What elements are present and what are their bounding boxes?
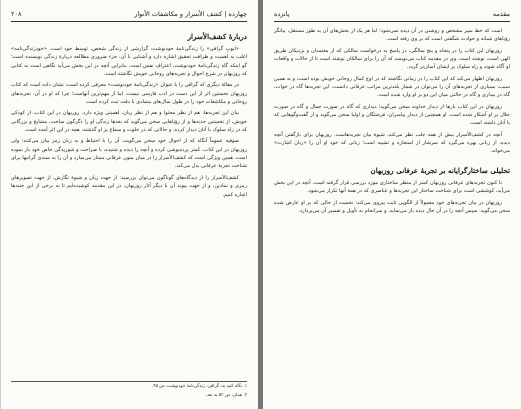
left-footnote-1: ۱. نگاه کنید به: گرافی، زندگی‌نامهٔ خودنوشت، ص ۴۵. [151, 383, 247, 389]
left-footnote-2: ۲. همان، ص ۵۲ به بعد. [205, 393, 247, 399]
right-paragraph-3: روزبهان اظهار می‌کند که این کتاب را در زمانی نگاشته که در اوج کمال روحانی خویش بوده است، و به همین سبب، بسیاری از تجربه‌های آن را می‌توان در شمار بلندترین مراتب عرفانی دانست. این تجربه‌ها گاه در خواب، گاه در بیداری و گاه در حالتی میان این دو بر او وارد شده است. [274, 75, 510, 99]
right-paragraph-6: تا کنون تجربه‌های عرفانی روزبهان کمتر از منظر ساختاری مورد بررسی قرار گرفته است. آنچه در این بخش می‌آید، کوششی است برای شناخت ساختار این تجربه‌ها و عناصری که در همهٔ آنها تکرار می‌شود. [274, 179, 510, 195]
left-paragraph-3: بیان این تجربه‌ها، هم از نظر محتوا و هم از نظر زبان، اهمیتی ویژه دارد. روزبهان در این کتاب، از کودکی خویش، از نخستین جذبه‌ها و از رؤیاهایی سخن می‌گوید که بعدها زندگی او را دگرگون ساخت. مشایخ و بزرگانی که در راه سلوک با آنان دیدار کرده، و حالاتی که در خلوت و سماع بر او گذشته، همه در این اثر آمده است. [11, 110, 247, 134]
right-page-header [274, 9, 510, 19]
left-section-title: دربارهٔ کشف‌الأسرار [187, 32, 247, 41]
right-paragraph-4: روزبهان در این کتاب بارها از دیدار خداوند سخن می‌گوید؛ دیداری که گاه در صورت جمال و گاه در صورت جلال بر او آشکار شده است. او همچنین از دیدار پیامبران، فرشتگان و اولیا سخن می‌گوید و از گفت‌وگوهایی که با آنان داشته است. [274, 103, 510, 127]
left-paragraph-2: در مقالهٔ دیگری که گرافی را با عنوان «زندگی‌نامهٔ خودنوشت» معرفی کرده است، نشان داده است که کتاب روزبهان نخستین اثر از این دست در ادب فارسی نیست، اما از مهم‌ترین آنهاست؛ چرا که او در آن، تجربه‌های روحانی و مکاشفات خود را در طول سال‌های متمادی با دقت ثبت کرده است. [11, 82, 247, 106]
right-section-title: تحلیلی ساختارگرایانه بر تجربهٔ عرفانی روزبهان [370, 165, 510, 175]
right-paragraph-1: است که خط سیر مشخص و روشنی در آن دیده نمی‌شود؛ اما هر یک از بخش‌های آن به طور مستقل، بیانگر رؤیاهای شبانه و حوادث شگفتی است که بر وی رفته است. [274, 28, 510, 43]
left-paragraph-1: «ایوبِ گرافی» را زندگی‌نامهٔ خودنوشت، گزارشی از زندگی شخص، توسط خود است. «خودزندگی‌نامه» اغلب به اهمیت و ظرافت تحقیق اشاره دارد و آشنایی با آن، جزء ضروری مطالعه دربارهٔ زندگی نویسنده است؛ گو اینکه گاه زندگی‌نامهٔ خودنوشت، اعتراف نفس است. بنابراین آنچه در این بخش می‌آید نگاهی است به کتابی که روزبهان در شرح احوال و تجربه‌های روحانی خویش نگاشته است. [11, 46, 247, 78]
left-page [0, 0, 258, 409]
right-page-running-title: مقدمه [492, 10, 510, 18]
left-page-running-title: چهارده | کشف الأسرار و مکاشفات الأنوار [134, 10, 247, 18]
left-page-header [11, 9, 247, 19]
left-page-number: ۲۰۸ [11, 10, 22, 18]
left-footnotes [11, 381, 247, 403]
right-header-rule [274, 21, 510, 22]
right-paragraph-2: روزبهان این کتاب را در پنجاه و پنج سالگی، در پاسخ به درخواست سالکی که از معتمدان و نزدیکان طریق الهی است، نوشته است. وی در مقدمه کتاب می‌نویسد که آن را برای سالکان نوشته است تا از حالات و واقعات او آگاه شوند و راه سلوک بر ایشان آسان‌تر گردد. [274, 47, 510, 71]
right-page [263, 0, 521, 409]
right-paragraph-5: آنچه در کشف‌الأسرار بیش از همه جلب نظر می‌کند، شیوهٔ بیان تجربه‌هاست. روزبهان برای بازگفتن آنچه دیده، از زبانی بهره می‌گیرد که سرشار از استعاره و تشبیه است؛ زبانی که خود او آن را «زبان اشارت» می‌خواند. [274, 131, 510, 155]
left-header-rule [11, 21, 247, 22]
right-paragraph-7: روزبهان در بیان تجربه‌های خود معمولاً از الگویی ثابت پیروی می‌کند: نخست از حالی که بر او عارض شده سخن می‌گوید، سپس آنچه را در آن حال دیده باز می‌نماید، و سرانجام به تأویل و تفسیر آن می‌پردازد. [274, 199, 510, 214]
left-paragraph-5: کشف‌الأسرار را از دیدگاه‌های گوناگون می‌توان بررسید: از جهت زبان و شیوهٔ نگارش، از جهت تصویرهای رمزی و نمادین، و از جهت پیوند آن با دیگر آثار روزبهان. در این مقدمه کوشیده‌ایم تا به برخی از این جنبه‌ها اشاره کنیم. [11, 174, 247, 198]
left-paragraph-4: صوفیه عموماً آنگاه که از احوال خود سخن می‌گویند، آن را با احتیاط و به زبان رمز بیان می‌کنند؛ ولی روزبهان در این کتاب، کمتر پرده‌پوشی کرده و آنچه را دیده و شنیده، با صراحت و شوریدگی خاص خود باز نموده است. همین ویژگی است که کشف‌الأسرار را در میان متون عرفانی ممتاز می‌سازد و آن را به سندی گرانبها برای شناخت تجربهٔ عرفانی بدل می‌کند. [11, 138, 247, 170]
right-page-number: پانزده [274, 10, 290, 18]
